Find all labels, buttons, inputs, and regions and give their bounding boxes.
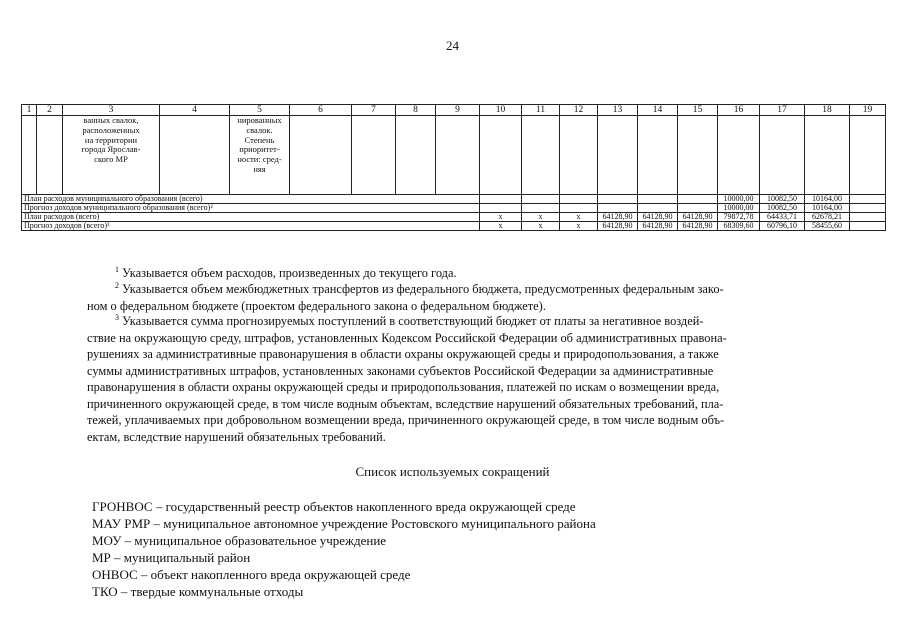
column-header: 3 <box>63 105 160 116</box>
footnote-text: ном о федеральном бюджете (проектом федерального закона о федеральном бюджете). <box>87 298 546 313</box>
column-header: 13 <box>598 105 638 116</box>
footnote-text: Указывается сумма прогнозируемых поступлений в соответствующий бюджет от платы за негативное воздей- <box>119 314 704 329</box>
abbreviation-item: ГРОНВОС – государственный реестр объектов накопленного вреда окружающей среде <box>92 499 576 514</box>
column-header: 5 <box>230 105 290 116</box>
footnote-marker: 2 <box>115 281 119 290</box>
row-label: Прогноз доходов муниципального образования (всего)² <box>22 204 480 213</box>
column-header: 17 <box>760 105 805 116</box>
footnote-text: рушениях за административные правонарушения в области охраны окружающей среды и природопользования, а также <box>87 347 719 362</box>
abbreviations-list <box>92 498 596 600</box>
row-label: План расходов муниципального образования (всего) <box>22 195 480 204</box>
footnote-text: Указывается объем межбюджетных трансфертов из федерального бюджета, предусмотренных федеральным зако- <box>119 282 724 297</box>
column-header: 8 <box>396 105 436 116</box>
footnote-2 <box>87 278 839 314</box>
abbreviation-item: ОНВОС – объект накопленного вреда окружающей среде <box>92 567 411 582</box>
footnote-text: ектам, вследствие нарушений обязательных требований. <box>87 429 386 444</box>
row-label: Прогноз доходов (всего)³ <box>22 222 480 231</box>
abbreviation-item: ТКО – твердые коммунальные отходы <box>92 584 304 599</box>
object-name-cell: ванных свалок, расположенных на территории города Ярослав- ского МР <box>63 116 160 195</box>
column-header: 12 <box>560 105 598 116</box>
column-header: 11 <box>522 105 560 116</box>
column-header: 19 <box>850 105 886 116</box>
column-header: 2 <box>37 105 63 116</box>
row-label: План расходов (всего) <box>22 213 480 222</box>
column-header: 18 <box>805 105 850 116</box>
footnote-text: тежей, уплачиваемых при добровольном возмещении вреда, причиненного окружающей среде, в том числе водным объ- <box>87 413 725 428</box>
footnote-text: правонарушения в области охраны окружающей среды и природопользования, платежей по искам о возмещении вреда, <box>87 380 720 395</box>
table-row: Прогноз доходов (всего)³ x x x 64128,90 64128,90 64128,90 68309,60 60796,10 58455,60 <box>22 222 886 231</box>
column-header: 14 <box>638 105 678 116</box>
object-priority-cell: нированных свалок. Степень приоритет- ности: сред- няя <box>230 116 290 195</box>
table-row: План расходов муниципального образования (всего) 10000,00 10082,50 10164,00 <box>22 195 886 204</box>
footnote-text: суммы административных штрафов, установленных законами субъектов Российской Федерации за административные <box>87 363 714 378</box>
table-header-row <box>22 105 886 116</box>
table-row: Прогноз доходов муниципального образования (всего)² 10000,00 10082,50 10164,00 <box>22 204 886 213</box>
table-row: План расходов (всего) x x x 64128,90 64128,90 64128,90 79872,78 64433,71 62678,21 <box>22 213 886 222</box>
footnote-3 <box>87 310 839 445</box>
table-row <box>22 116 886 195</box>
footnote-text: Указывается объем расходов, произведенных до текущего года. <box>119 266 457 281</box>
column-header: 10 <box>480 105 522 116</box>
abbreviation-item: МОУ – муниципальное образовательное учреждение <box>92 533 387 548</box>
column-header: 4 <box>160 105 230 116</box>
column-header: 16 <box>718 105 760 116</box>
column-header: 9 <box>436 105 480 116</box>
abbreviation-item: МР – муниципальный район <box>92 550 251 565</box>
column-header: 1 <box>22 105 37 116</box>
footnote-marker: 3 <box>115 313 119 322</box>
page-number: 24 <box>446 38 459 53</box>
column-header: 7 <box>352 105 396 116</box>
footnote-marker: 1 <box>115 265 119 274</box>
budget-table <box>21 104 886 231</box>
footnote-text: ствие на окружающую среду, штрафов, установленных Кодексом Российской Федерации об административных правона- <box>87 330 727 345</box>
footnote-text: причиненного окружающей среде, в том числе водным объектам, вследствие нарушений обязательных требований, пла- <box>87 396 724 411</box>
column-header: 15 <box>678 105 718 116</box>
abbreviation-item: МАУ РМР – муниципальное автономное учреждение Ростовского муниципального района <box>92 516 596 531</box>
column-header: 6 <box>290 105 352 116</box>
abbreviations-title: Список используемых сокращений <box>355 464 550 479</box>
